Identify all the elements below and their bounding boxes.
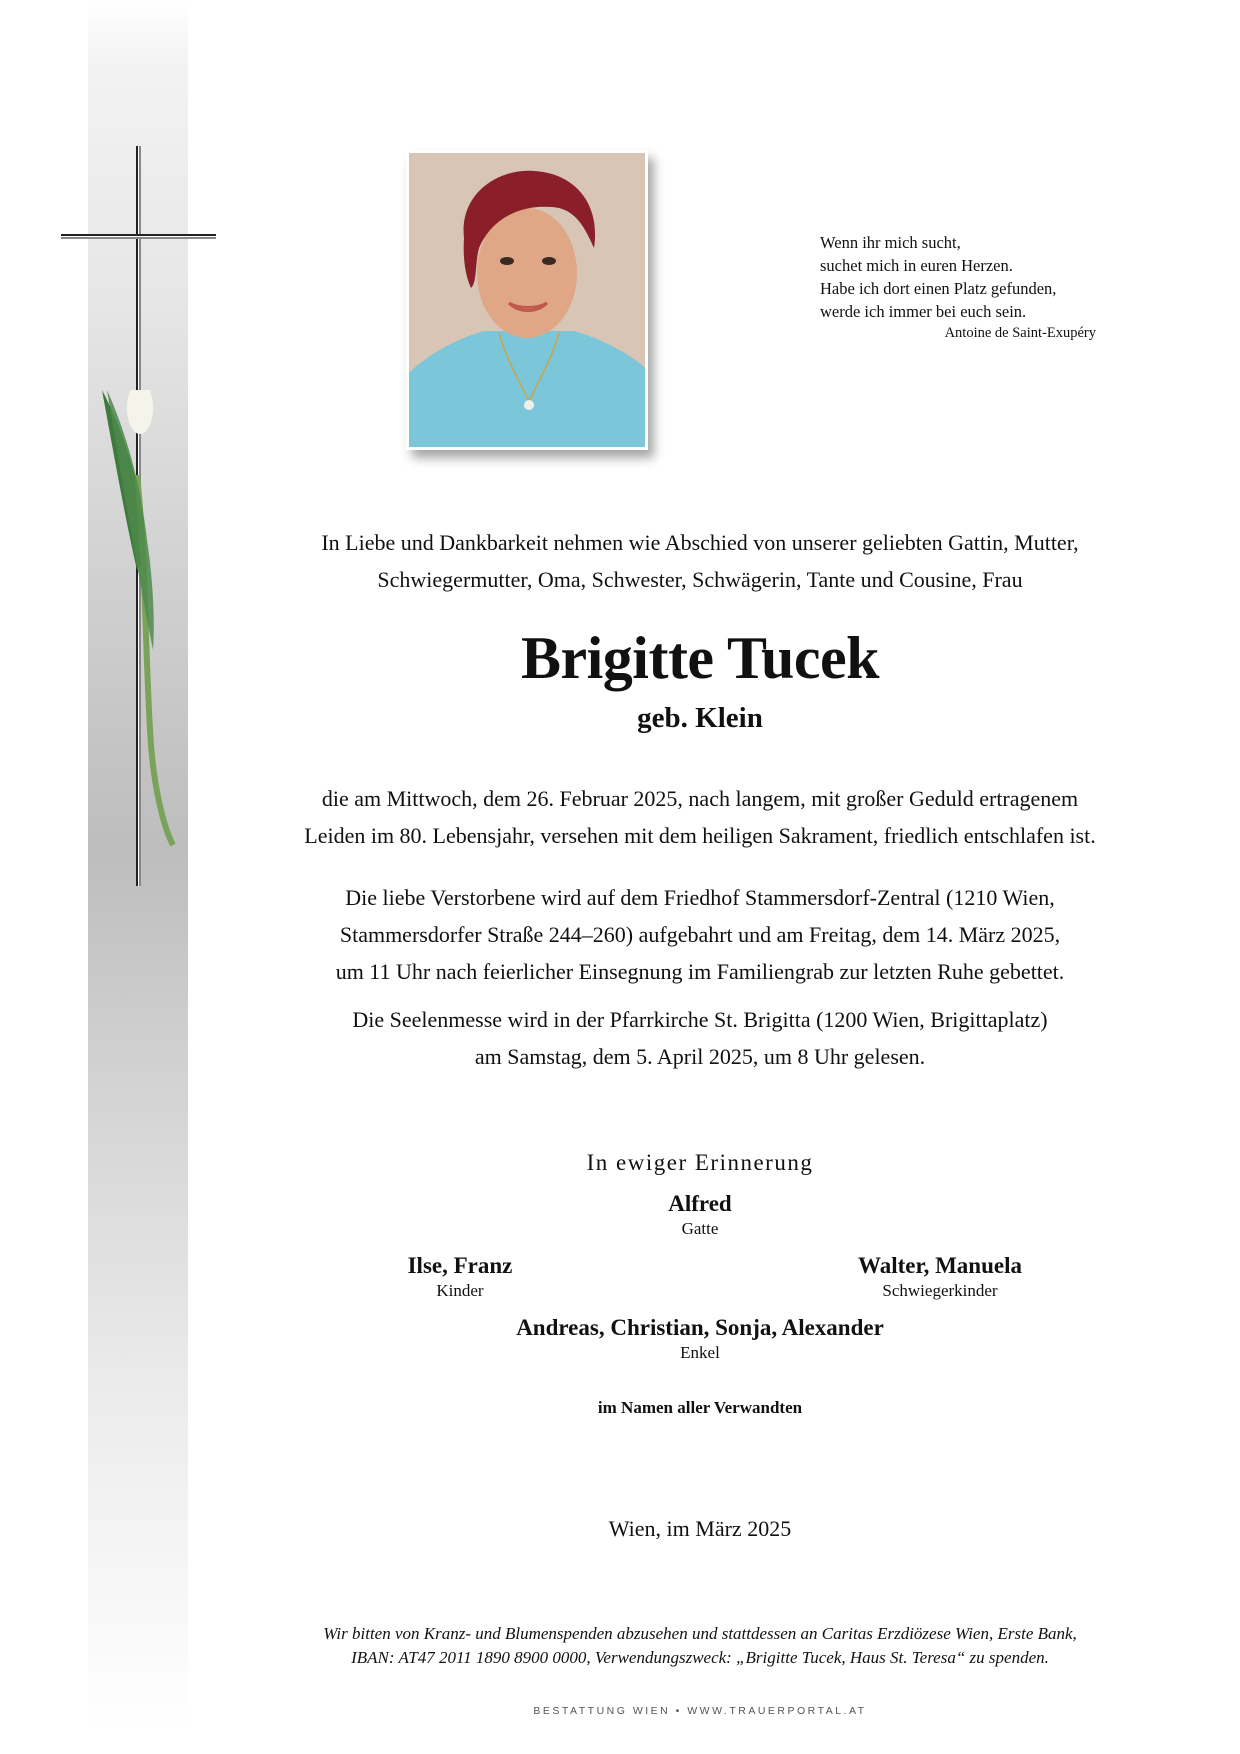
maiden-name: geb. Klein [637,702,763,734]
mourner-role: Schwiegerkinder [882,1281,998,1300]
calla-lily-icon [95,390,185,860]
paragraph-line: Die liebe Verstorbene wird auf dem Friedhof Stammersdorf-Zentral (1210 Wien, [345,885,1055,910]
requiem-mass-paragraph [250,1001,1150,1075]
intro-line: In Liebe und Dankbarkeit nehmen wie Abschied von unserer geliebten Gattin, Mutter, [321,530,1079,555]
quote-line: Wenn ihr mich sucht, [820,233,961,252]
relatives-note: im Namen aller Verwandten [597,1398,803,1417]
cross-icon-horizontal [61,234,216,239]
intro-text [250,524,1150,598]
donation-request [230,1622,1170,1670]
mourner-names: Ilse, Franz [407,1253,513,1278]
mourner-names: Andreas, Christian, Sonja, Alexander [516,1315,884,1340]
portrait-illustration [409,153,645,447]
footer-credit: BESTATTUNG WIEN • WWW.TRAUERPORTAL.AT [533,1705,867,1717]
quote-line: werde ich immer bei euch sein. [820,302,1027,321]
paragraph-line: um 11 Uhr nach feierlicher Einsegnung im Familiengrab zur letzten Ruhe gebettet. [335,959,1065,984]
paragraph-line: Die Seelenmesse wird in der Pfarrkirche St. Brigitta (1200 Wien, Brigittaplatz) [352,1007,1048,1032]
paragraph-line: am Samstag, dem 5. April 2025, um 8 Uhr gelesen. [474,1044,926,1069]
quote-line: Habe ich dort einen Platz gefunden, [820,279,1057,298]
paragraph-line: die am Mittwoch, dem 26. Februar 2025, nach langem, mit großer Geduld ertragenem [321,786,1079,811]
deceased-name: Brigitte Tucek [520,625,879,691]
death-announcement-paragraph [250,780,1150,854]
mourner-group-children-in-law [830,1252,1050,1302]
mourners-heading: In ewiger Erinnerung [586,1150,814,1175]
mourner-role: Enkel [680,1343,720,1362]
funeral-details-paragraph [250,879,1150,990]
mourner-group-grandchildren [450,1314,950,1364]
quote-line: suchet mich in euren Herzen. [820,256,1013,275]
intro-line: Schwiegermutter, Oma, Schwester, Schwägerin, Tante und Cousine, Frau [377,567,1023,592]
mourner-role: Kinder [436,1281,484,1300]
mourner-role: Gatte [681,1219,719,1238]
mourner-names: Walter, Manuela [858,1253,1022,1278]
paragraph-line: Stammersdorfer Straße 244–260) aufgebahrt und am Freitag, dem 14. März 2025, [339,922,1061,947]
mourner-group-spouse [550,1190,850,1240]
place-date: Wien, im März 2025 [608,1516,792,1541]
mourner-group-children [360,1252,560,1302]
memorial-quote [820,231,1120,343]
donation-line: Wir bitten von Kranz- und Blumenspenden abzusehen und stattdessen an Caritas Erzdiözese Wien, Erste Bank, [323,1624,1077,1643]
donation-line: IBAN: AT47 2011 1890 8900 0000, Verwendungszweck: „Brigitte Tucek, Haus St. Teresa“ zu spenden. [351,1648,1049,1667]
quote-author: Antoine de Saint-Exupéry [944,325,1096,341]
paragraph-line: Leiden im 80. Lebensjahr, versehen mit dem heiligen Sakrament, friedlich entschlafen ist. [304,823,1096,848]
portrait-photo [406,150,648,450]
mourner-names: Alfred [668,1191,732,1216]
